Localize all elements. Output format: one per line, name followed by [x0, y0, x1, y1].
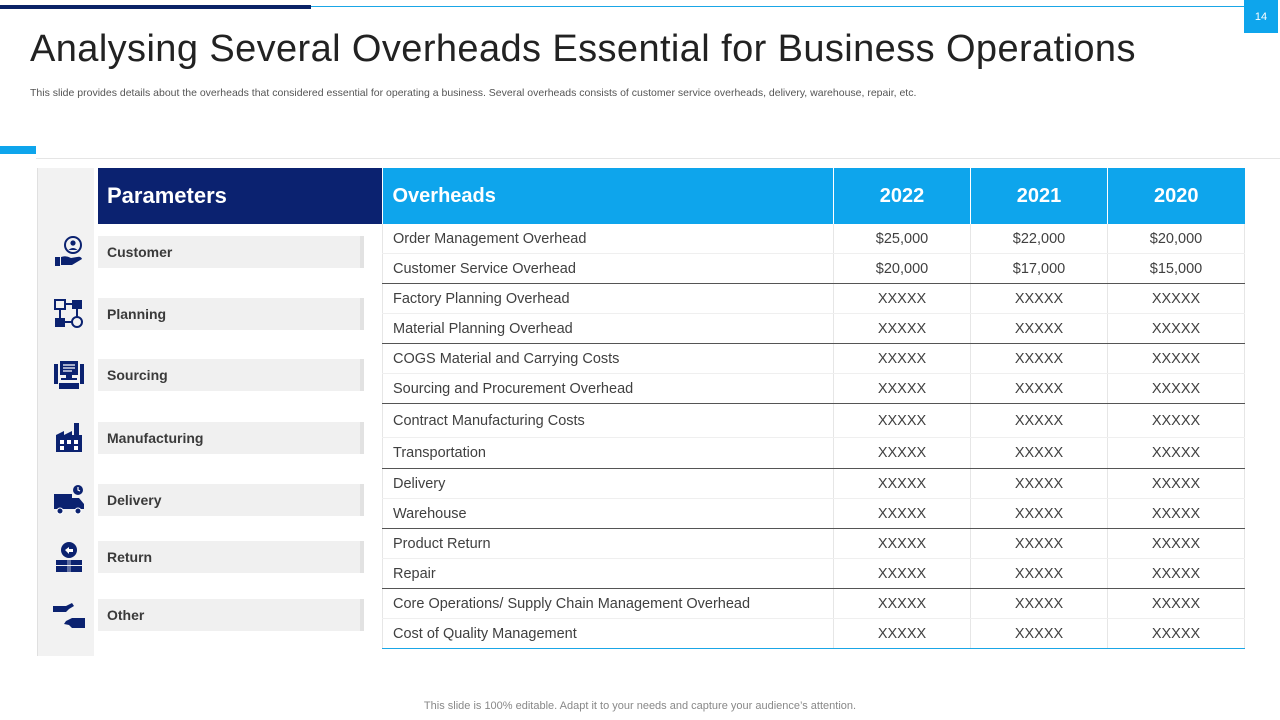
value-2020: $15,000 [1108, 254, 1245, 284]
table-row [383, 314, 1245, 344]
column-header-2020: 2020 [1108, 168, 1245, 224]
section-accent [0, 146, 36, 154]
value-2020: XXXXX [1108, 469, 1245, 499]
top-accent-line [311, 6, 1244, 7]
overhead-name: Transportation [383, 438, 834, 469]
factory-icon [50, 420, 88, 456]
section-divider [36, 158, 1280, 159]
value-2022: XXXXX [834, 404, 971, 438]
table-row [383, 559, 1245, 589]
parameter-label: Delivery [98, 484, 364, 516]
planning-flow-icon [50, 296, 88, 332]
overhead-name: Repair [383, 559, 834, 589]
value-2021: XXXXX [971, 404, 1108, 438]
value-2020: XXXXX [1108, 284, 1245, 314]
table-header-row [383, 168, 1245, 224]
overhead-name: Delivery [383, 469, 834, 499]
delivery-truck-icon [50, 482, 88, 518]
value-2022: XXXXX [834, 374, 971, 404]
overhead-name: Product Return [383, 529, 834, 559]
value-2020: XXXXX [1108, 529, 1245, 559]
table-row [383, 404, 1245, 438]
value-2021: XXXXX [971, 438, 1108, 469]
value-2020: XXXXX [1108, 404, 1245, 438]
value-2022: XXXXX [834, 284, 971, 314]
overhead-name: COGS Material and Carrying Costs [383, 344, 834, 374]
value-2021: XXXXX [971, 314, 1108, 344]
value-2020: XXXXX [1108, 499, 1245, 529]
value-2022: XXXXX [834, 344, 971, 374]
value-2020: XXXXX [1108, 438, 1245, 469]
slide-footer-note: This slide is 100% editable. Adapt it to your needs and capture your audience’s attention. [423, 700, 857, 712]
overhead-name: Core Operations/ Supply Chain Management Overhead [383, 589, 834, 619]
overheads-table [382, 168, 1245, 649]
top-accent-bar [0, 5, 311, 9]
value-2021: $22,000 [971, 224, 1108, 254]
column-header-2022: 2022 [834, 168, 971, 224]
value-2022: XXXXX [834, 314, 971, 344]
value-2020: XXXXX [1108, 314, 1245, 344]
value-2022: $25,000 [834, 224, 971, 254]
slide-subtitle: This slide provides details about the overheads that considered essential for operating a business. Several overheads consists of customer service overheads, delivery, warehouse, repair, etc. [30, 87, 917, 99]
parameter-label: Manufacturing [98, 422, 364, 454]
value-2022: XXXXX [834, 499, 971, 529]
table-row [383, 469, 1245, 499]
parameter-row-return [44, 539, 366, 575]
parameter-label: Other [98, 599, 364, 631]
value-2020: $20,000 [1108, 224, 1245, 254]
value-2021: XXXXX [971, 529, 1108, 559]
parameter-row-delivery [44, 482, 366, 518]
return-package-icon [50, 539, 88, 575]
value-2020: XXXXX [1108, 589, 1245, 619]
value-2021: XXXXX [971, 619, 1108, 649]
parameter-label: Sourcing [98, 359, 364, 391]
parameters-header: Parameters [98, 168, 382, 224]
value-2022: XXXXX [834, 529, 971, 559]
table-row [383, 529, 1245, 559]
value-2021: XXXXX [971, 374, 1108, 404]
parameter-row-customer [44, 234, 366, 270]
customer-hand-icon [50, 234, 88, 270]
value-2020: XXXXX [1108, 344, 1245, 374]
column-header-overheads: Overheads [383, 168, 834, 224]
page-number-badge: 14 [1244, 0, 1278, 33]
hands-exchange-icon [50, 597, 88, 633]
table-row [383, 284, 1245, 314]
parameter-row-sourcing [44, 357, 366, 393]
parameter-label: Return [98, 541, 364, 573]
parameter-label: Planning [98, 298, 364, 330]
value-2020: XXXXX [1108, 619, 1245, 649]
overhead-name: Material Planning Overhead [383, 314, 834, 344]
table-row [383, 374, 1245, 404]
overhead-name: Order Management Overhead [383, 224, 834, 254]
overhead-name: Factory Planning Overhead [383, 284, 834, 314]
slide-title: Analysing Several Overheads Essential for Business Operations [30, 28, 1136, 70]
table-row [383, 254, 1245, 284]
parameter-label: Customer [98, 236, 364, 268]
column-header-2021: 2021 [971, 168, 1108, 224]
overhead-name: Warehouse [383, 499, 834, 529]
value-2021: XXXXX [971, 589, 1108, 619]
overhead-name: Contract Manufacturing Costs [383, 404, 834, 438]
table-row [383, 438, 1245, 469]
value-2022: XXXXX [834, 438, 971, 469]
value-2022: XXXXX [834, 559, 971, 589]
value-2021: XXXXX [971, 559, 1108, 589]
value-2020: XXXXX [1108, 559, 1245, 589]
value-2021: XXXXX [971, 284, 1108, 314]
overhead-name: Customer Service Overhead [383, 254, 834, 284]
parameter-row-planning [44, 296, 366, 332]
value-2021: XXXXX [971, 344, 1108, 374]
value-2022: XXXXX [834, 619, 971, 649]
table-row [383, 224, 1245, 254]
overhead-name: Sourcing and Procurement Overhead [383, 374, 834, 404]
value-2021: XXXXX [971, 499, 1108, 529]
parameter-row-other [44, 597, 366, 633]
parameter-row-manufacturing [44, 420, 366, 456]
table-row [383, 499, 1245, 529]
value-2021: XXXXX [971, 469, 1108, 499]
overhead-name: Cost of Quality Management [383, 619, 834, 649]
table-row [383, 589, 1245, 619]
value-2020: XXXXX [1108, 374, 1245, 404]
value-2021: $17,000 [971, 254, 1108, 284]
table-row [383, 619, 1245, 649]
value-2022: XXXXX [834, 589, 971, 619]
sourcing-computer-icon [50, 357, 88, 393]
table-row [383, 344, 1245, 374]
value-2022: XXXXX [834, 469, 971, 499]
value-2022: $20,000 [834, 254, 971, 284]
